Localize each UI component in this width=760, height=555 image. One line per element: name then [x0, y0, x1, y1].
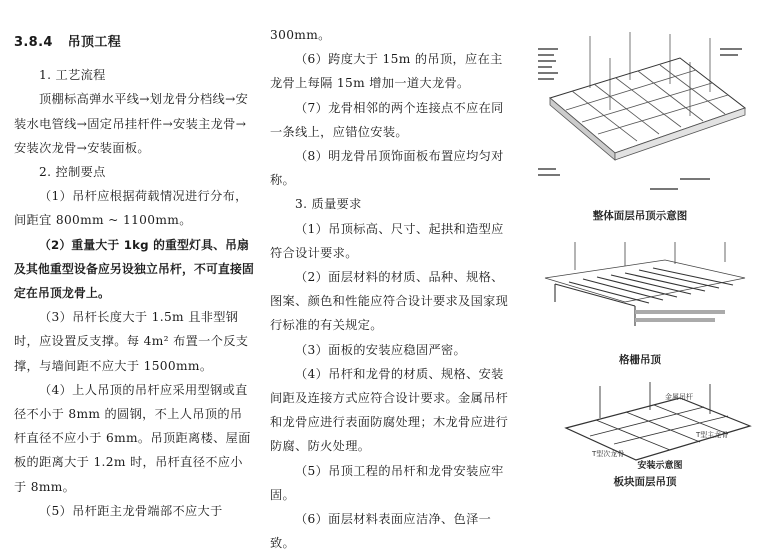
paragraph: 顶棚标高弹水平线→划龙骨分档线→安装水电管线→固定吊挂杆件→安装主龙骨→安装次龙骨→安装面板。: [14, 92, 249, 155]
paragraph: （4）上人吊顶的吊杆应采用型钢或直径不小于 8mm 的圆钢，不上人吊顶的吊杆直径不应小于 6mm。吊顶距离楼、屋面板的距离大于 1.2m 时，吊杆直径不应小于 8mm。: [14, 382, 251, 494]
paragraph: （3）面板的安装应稳固严密。: [295, 342, 467, 357]
paragraph: 300mm。: [270, 28, 331, 42]
paragraph: （6）跨度大于 15m 的吊顶，应在主龙骨上每隔 15m 增加一道大龙骨。: [270, 52, 503, 91]
paragraph: 3. 质量要求: [295, 197, 362, 212]
section-title: 吊顶工程: [67, 35, 122, 50]
paragraph: （2）面层材料的材质、品种、规格、图案、颜色和性能应符合设计要求及国家现行标准的有关规定。: [270, 270, 509, 333]
left-column: [14, 31, 254, 523]
paragraph: 2. 控制要点: [39, 165, 106, 180]
paragraph: （3）吊杆长度大于 1.5m 且非型钢时，应设置反支撑。每 4m² 布置一个反支撑，与墙间距不应大于 1500mm。: [14, 310, 249, 373]
grille-ceiling-figure: [535, 240, 753, 340]
paragraph: （8）明龙骨吊顶饰面板布置应均匀对称。: [270, 149, 504, 188]
middle-column: [270, 23, 512, 555]
figure-label: T型次龙骨: [592, 450, 625, 458]
paragraph: （6）面层材料表面应洁净、色泽一致。: [270, 512, 492, 551]
section-heading: [14, 31, 254, 55]
figure-caption: 整体面层吊顶示意图: [592, 210, 688, 222]
figure-sub-caption: 安装示意图: [637, 461, 683, 471]
paragraph: 1. 工艺流程: [39, 68, 106, 83]
paragraph: （5）吊杆距主龙骨端部不应大于: [39, 503, 223, 518]
figure-label: 金属吊杆: [665, 393, 693, 401]
figure-caption: 格栅吊顶: [619, 354, 661, 366]
paragraph: （1）吊顶标高、尺寸、起拱和造型应符合设计要求。: [270, 221, 504, 260]
paragraph: （4）吊杆和龙骨的材质、规格、安装间距及连接方式应符合设计要求。金属吊杆和龙骨应进行表面防腐处理；木龙骨应进行防腐、防火处理。: [270, 366, 509, 454]
ceiling-isometric-figure: [530, 28, 752, 208]
paragraph: （5）吊顶工程的吊杆和龙骨安装应牢固。: [270, 463, 504, 502]
section-number: 3.8.4: [14, 35, 53, 50]
paragraph: （7）龙骨相邻的两个连接点不应在同一条线上，应错位安装。: [270, 100, 504, 139]
figure-label: T型主龙骨: [696, 431, 729, 439]
paragraph: （1）吊杆应根据荷载情况进行分布，间距宜 800mm ~ 1100mm。: [14, 189, 248, 228]
paragraph-emphasis: （2）重量大于 1kg 的重型灯具、吊扇及其他重型设备应另设独立吊杆，不可直接固定在吊顶龙骨上。: [14, 237, 254, 301]
figure-caption: 板块面层吊顶: [613, 476, 677, 488]
